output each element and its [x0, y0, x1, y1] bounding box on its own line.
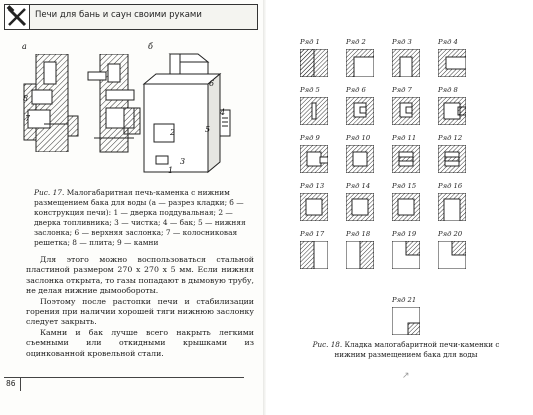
masonry-row-drawing [300, 145, 328, 173]
masonry-row-label: Ряд 3 [392, 38, 412, 46]
footer-rule [4, 377, 244, 378]
masonry-row-plan [300, 38, 340, 78]
masonry-row-drawing [392, 97, 420, 125]
part-label-4: 4 [220, 108, 226, 117]
masonry-row-plan [438, 38, 478, 78]
masonry-row-label: Ряд 10 [346, 134, 371, 142]
masonry-row-label: Ряд 13 [300, 182, 325, 190]
masonry-row-label: Ряд 12 [438, 134, 463, 142]
masonry-row-label: Ряд 9 [300, 134, 320, 142]
figure-17-caption [34, 188, 246, 248]
masonry-row-label: Ряд 7 [392, 86, 412, 94]
masonry-row-plan [392, 86, 432, 126]
masonry-row-plan [438, 134, 478, 174]
masonry-row-drawing [300, 49, 328, 77]
figure-18-caption-number: Рис. 18. [312, 340, 343, 349]
part-label-2: 2 [170, 128, 176, 137]
masonry-row-plan [346, 86, 386, 126]
masonry-row-drawing [300, 241, 328, 269]
furnace-section-drawing [22, 54, 80, 152]
masonry-row-label: Ряд 18 [346, 230, 371, 238]
masonry-row-plan [392, 38, 432, 78]
figure-17-caption-number: Рис. 17. [34, 188, 65, 197]
masonry-row-label: Ряд 5 [300, 86, 320, 94]
running-header [4, 4, 258, 30]
masonry-row-plan [300, 230, 340, 270]
masonry-row-label: Ряд 17 [300, 230, 325, 238]
right-page [266, 0, 533, 415]
figure-label-b: б [148, 42, 153, 51]
masonry-row-drawing [346, 145, 374, 173]
page-number: 86 [6, 379, 16, 388]
masonry-row-plan [346, 38, 386, 78]
masonry-row-label: Ряд 11 [392, 134, 417, 142]
masonry-row-plan [346, 182, 386, 222]
left-page [0, 0, 266, 415]
masonry-row-drawing [438, 193, 466, 221]
masonry-row-plan [438, 86, 478, 126]
part-label-5: 5 [205, 125, 211, 134]
masonry-row-label: Ряд 8 [438, 86, 458, 94]
figure-17-caption-text: Малогабаритная печь-каменка с нижним размещением бака для воды (а — разрез кладки; б — конструкция печи): 1 — дверка поддувальная; 2 — дверка топливника; 3 — чистка; 4 — бак; 5 — нижняя заслонка; 6 — верхняя заслонка; 7 — колосниковая решетка; 8 — плита; 9 — камни [34, 188, 246, 247]
masonry-row-plan [300, 86, 340, 126]
masonry-row-plan [392, 182, 432, 222]
figure-label-a: а [22, 42, 27, 51]
part-label-6: 6 [209, 79, 215, 88]
figure-18-caption [306, 340, 506, 359]
masonry-row-label: Ряд 2 [346, 38, 366, 46]
masonry-row-plan [346, 134, 386, 174]
masonry-row-label: Ряд 14 [346, 182, 371, 190]
body-paragraph-2: Поэтому после растопки печи и стабилизации горения при наличии хорошей тяги нижнюю заслонку следует закрыть. [26, 296, 254, 327]
masonry-row-drawing [392, 307, 420, 335]
masonry-row-label: Ряд 6 [346, 86, 366, 94]
masonry-row-plan [392, 134, 432, 174]
masonry-row-drawing [346, 97, 374, 125]
masonry-row-label: Ряд 21 [392, 296, 417, 304]
body-text [26, 255, 254, 359]
masonry-row-drawing [392, 241, 420, 269]
masonry-row-plan [392, 230, 432, 270]
masonry-row-plan [300, 134, 340, 174]
part-label-8: 8 [23, 94, 29, 103]
hammer-saw-icon [5, 5, 29, 29]
masonry-row-drawing [392, 145, 420, 173]
masonry-row-label: Ряд 19 [392, 230, 417, 238]
masonry-row-label: Ряд 16 [438, 182, 463, 190]
body-paragraph-1: Для этого можно воспользоваться стальной пластиной размером 270 х 270 х 5 мм. Если нижняя заслонка открыта, то газы попадают в дымовую трубу, не делая нижние дымообороты. [26, 255, 254, 296]
masonry-row-plan [438, 182, 478, 222]
pen-mark: ↗ [402, 371, 410, 381]
masonry-row-plan [392, 296, 432, 336]
running-header-title: Печи для бань и саун своими руками [35, 10, 202, 20]
part-label-7: 7 [25, 114, 31, 123]
book-logo [5, 5, 30, 29]
body-paragraph-3: Камни и бак лучше всего накрыть легкими съемными или откидными крышками из оцинкованной кровельной стали. [26, 327, 254, 358]
figure-18-caption-text: Кладка малогабаритной печи-каменки с нижним размещением бака для воды [334, 340, 500, 359]
masonry-row-drawing [438, 241, 466, 269]
masonry-row-label: Ряд 20 [438, 230, 463, 238]
masonry-row-drawing [438, 49, 466, 77]
part-label-1: 1 [168, 166, 174, 175]
masonry-row-drawing [392, 49, 420, 77]
masonry-row-label: Ряд 4 [438, 38, 458, 46]
furnace-section-drawing-side [84, 54, 144, 154]
masonry-row-drawing [300, 193, 328, 221]
footer-tick [20, 377, 21, 391]
masonry-row-plan [438, 230, 478, 270]
masonry-row-drawing [300, 97, 328, 125]
masonry-row-drawing [438, 97, 466, 125]
masonry-row-drawing [392, 193, 420, 221]
masonry-row-plan [346, 230, 386, 270]
masonry-row-label: Ряд 1 [300, 38, 320, 46]
masonry-row-drawing [346, 241, 374, 269]
masonry-row-drawing [438, 145, 466, 173]
masonry-row-label: Ряд 15 [392, 182, 417, 190]
masonry-row-drawing [346, 193, 374, 221]
masonry-row-plan [300, 182, 340, 222]
part-label-3: 3 [180, 157, 186, 166]
masonry-row-drawing [346, 49, 374, 77]
